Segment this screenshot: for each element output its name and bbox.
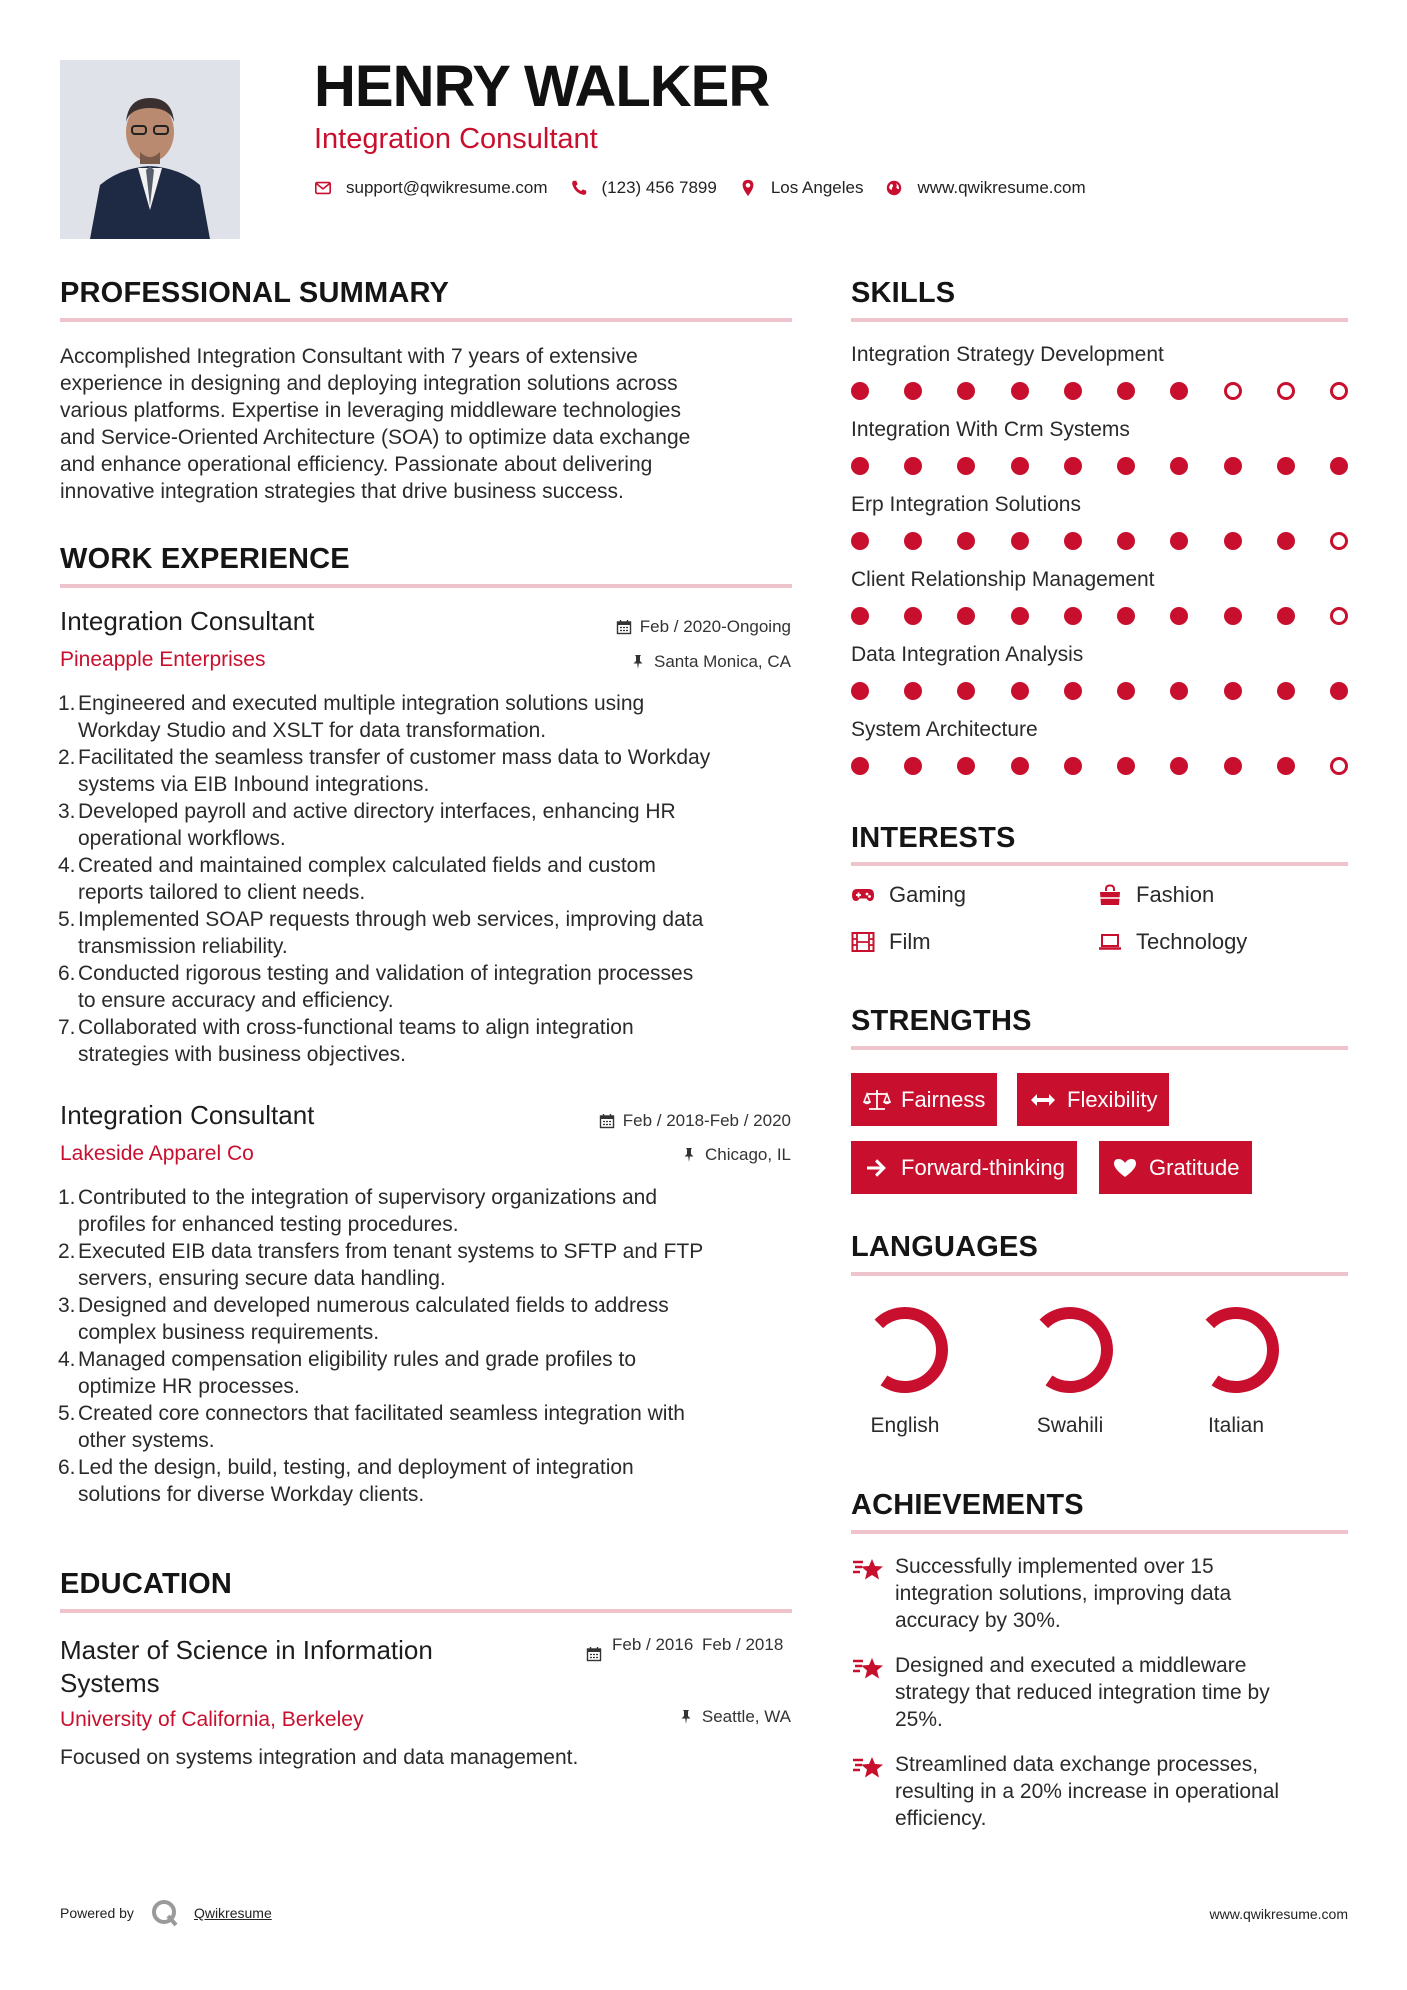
skill-dot-empty bbox=[1330, 382, 1348, 400]
skill-rating bbox=[851, 605, 1348, 627]
film-icon bbox=[851, 931, 875, 953]
job-bullets bbox=[58, 1184, 798, 1508]
bullet-line: servers, ensuring secure data handling. bbox=[78, 1267, 446, 1290]
skill-dot-filled bbox=[1064, 607, 1082, 625]
skill-dot-filled bbox=[957, 457, 975, 475]
bullet-line: to ensure accuracy and efficiency. bbox=[78, 989, 394, 1012]
language-label: Swahili bbox=[1036, 1414, 1104, 1437]
bullet-line: other systems. bbox=[78, 1429, 215, 1452]
job-location-text: Chicago, IL bbox=[705, 1145, 791, 1164]
contact-email[interactable] bbox=[314, 178, 548, 198]
skill-dot-filled bbox=[1330, 682, 1348, 700]
bullet-line: Executed EIB data transfers from tenant systems to SFTP and FTP bbox=[78, 1240, 704, 1263]
summary-text bbox=[60, 343, 795, 505]
achievement-line: Designed and executed a middleware bbox=[895, 1654, 1247, 1677]
language-label: Italian bbox=[1207, 1414, 1265, 1437]
summary-line: experience in designing and deploying integration solutions across bbox=[60, 372, 678, 395]
skill-dot-empty bbox=[1330, 757, 1348, 775]
candidate-name: HENRY WALKER bbox=[314, 54, 770, 119]
candidate-role: Integration Consultant bbox=[314, 123, 598, 155]
skill-dot-filled bbox=[1064, 457, 1082, 475]
list-item bbox=[58, 1400, 798, 1454]
interests-heading: INTERESTS bbox=[851, 822, 1016, 854]
bullet-number: 3. bbox=[58, 800, 76, 823]
phone-icon bbox=[570, 179, 588, 197]
list-item bbox=[58, 906, 798, 960]
bullet-line: reports tailored to client needs. bbox=[78, 881, 366, 904]
bullet-number: 4. bbox=[58, 1348, 76, 1371]
skill-rating bbox=[851, 530, 1348, 552]
list-item bbox=[58, 1184, 798, 1238]
summary-heading: PROFESSIONAL SUMMARY bbox=[60, 277, 450, 309]
achievement-text bbox=[895, 1652, 1270, 1733]
skill-name: Erp Integration Solutions bbox=[851, 493, 1081, 516]
achievement-text bbox=[895, 1553, 1231, 1634]
achievement-line: resulting in a 20% increase in operational bbox=[895, 1780, 1280, 1803]
arrow-right-icon bbox=[863, 1156, 891, 1180]
phone-text: (123) 456 7899 bbox=[601, 178, 717, 197]
interest-item bbox=[851, 882, 966, 908]
achievement-line: 25%. bbox=[895, 1708, 943, 1731]
achievements-heading: ACHIEVEMENTS bbox=[851, 1489, 1084, 1521]
bullet-line: Contributed to the integration of supervisory organizations and bbox=[78, 1186, 658, 1209]
strengths-divider bbox=[851, 1046, 1348, 1050]
arrows-horizontal-icon bbox=[1029, 1088, 1057, 1112]
bullet-line: Implemented SOAP requests through web services, improving data bbox=[78, 908, 704, 931]
bullet-number: 1. bbox=[58, 692, 76, 715]
skill-dot-filled bbox=[1117, 682, 1135, 700]
bullet-line: Workday Studio and XSLT for data transformation. bbox=[78, 719, 547, 742]
bullet-number: 3. bbox=[58, 1294, 76, 1317]
language-progress-ring bbox=[855, 1300, 955, 1400]
bullet-line: Developed payroll and active directory interfaces, enhancing HR bbox=[78, 800, 676, 823]
bullet-number: 5. bbox=[58, 1402, 76, 1425]
education-school: University of California, Berkeley bbox=[60, 1708, 364, 1731]
list-item bbox=[58, 1454, 798, 1508]
list-item bbox=[58, 1346, 798, 1400]
achievements-divider bbox=[851, 1530, 1348, 1534]
achievement-line: accuracy by 30%. bbox=[895, 1609, 1061, 1632]
bullet-number: 4. bbox=[58, 854, 76, 877]
contact-website[interactable] bbox=[885, 178, 1085, 198]
skill-dot-filled bbox=[1011, 757, 1029, 775]
bullet-line: Led the design, build, testing, and deployment of integration bbox=[78, 1456, 634, 1479]
interest-item bbox=[851, 929, 931, 955]
skill-dot-filled bbox=[1170, 382, 1188, 400]
skill-dot-filled bbox=[1117, 382, 1135, 400]
footer-powered-by bbox=[60, 1898, 272, 1928]
laptop-icon bbox=[1098, 931, 1122, 953]
skill-dot-empty bbox=[1330, 607, 1348, 625]
skill-dot-filled bbox=[1117, 757, 1135, 775]
strength-tag bbox=[851, 1073, 997, 1126]
envelope-icon bbox=[314, 179, 332, 197]
education-heading: EDUCATION bbox=[60, 1568, 233, 1600]
interests-divider bbox=[851, 862, 1348, 866]
heart-icon bbox=[1111, 1156, 1139, 1180]
skill-dot-filled bbox=[904, 607, 922, 625]
skill-dot-filled bbox=[904, 757, 922, 775]
location-text: Los Angeles bbox=[770, 178, 864, 197]
skill-rating bbox=[851, 455, 1348, 477]
bullet-line: profiles for enhanced testing procedures. bbox=[78, 1213, 459, 1236]
strengths-heading: STRENGTHS bbox=[851, 1005, 1032, 1037]
skill-dot-filled bbox=[1277, 682, 1295, 700]
shooting-star-icon bbox=[851, 1553, 895, 1634]
achievement-item bbox=[851, 1652, 1348, 1733]
language-item bbox=[1010, 1300, 1130, 1438]
skill-dot-filled bbox=[957, 682, 975, 700]
skill-dot-filled bbox=[1064, 757, 1082, 775]
map-marker-icon bbox=[739, 179, 757, 197]
strength-label: Forward-thinking bbox=[901, 1154, 1065, 1180]
list-item bbox=[58, 960, 798, 1014]
skill-dot-empty bbox=[1277, 382, 1295, 400]
pushpin-icon bbox=[681, 1147, 697, 1163]
skill-dot-filled bbox=[957, 382, 975, 400]
email-text: support@qwikresume.com bbox=[346, 178, 548, 197]
achievement-line: efficiency. bbox=[895, 1807, 987, 1830]
job-dates-text: Feb / 2020-Ongoing bbox=[639, 617, 791, 636]
skill-dot-filled bbox=[904, 532, 922, 550]
footer-website-link[interactable]: www.qwikresume.com bbox=[1209, 1906, 1348, 1922]
interest-label: Gaming bbox=[889, 882, 967, 907]
skill-dot-filled bbox=[1224, 457, 1242, 475]
skill-dot-filled bbox=[1170, 757, 1188, 775]
language-label: English bbox=[870, 1414, 940, 1437]
skill-dot-filled bbox=[1064, 682, 1082, 700]
interest-label: Fashion bbox=[1136, 882, 1215, 907]
summary-divider bbox=[60, 318, 792, 322]
list-item bbox=[58, 1238, 798, 1292]
qwikresume-brand-link[interactable]: Qwikresume bbox=[193, 1905, 272, 1921]
skill-name: Integration Strategy Development bbox=[851, 343, 1164, 366]
education-date-end: Feb / 2018 bbox=[702, 1635, 784, 1654]
skill-name: Integration With Crm Systems bbox=[851, 418, 1130, 441]
strength-label: Gratitude bbox=[1149, 1154, 1240, 1180]
qwikresume-logo-icon bbox=[150, 1898, 180, 1928]
bullet-number: 5. bbox=[58, 908, 76, 931]
bullet-line: Conducted rigorous testing and validation of integration processes bbox=[78, 962, 694, 985]
gamepad-icon bbox=[851, 884, 875, 906]
skill-dot-empty bbox=[1330, 532, 1348, 550]
bullet-line: complex business requirements. bbox=[78, 1321, 380, 1344]
list-item bbox=[58, 798, 798, 852]
skill-dot-filled bbox=[1011, 457, 1029, 475]
job-title: Integration Consultant bbox=[60, 606, 315, 636]
bullet-line: transmission reliability. bbox=[78, 935, 288, 958]
calendar-icon bbox=[616, 619, 632, 635]
skill-dot-filled bbox=[1170, 607, 1188, 625]
pushpin-icon bbox=[678, 1709, 694, 1725]
bullet-number: 7. bbox=[58, 1016, 76, 1039]
bullet-line: strategies with business objectives. bbox=[78, 1043, 406, 1066]
skill-dot-filled bbox=[1064, 532, 1082, 550]
bullet-line: Facilitated the seamless transfer of customer mass data to Workday bbox=[78, 746, 711, 769]
skills-heading: SKILLS bbox=[851, 277, 956, 309]
skill-rating bbox=[851, 380, 1348, 402]
contact-bar bbox=[314, 178, 1108, 198]
job-dates-text: Feb / 2018-Feb / 2020 bbox=[622, 1111, 791, 1130]
skill-dot-filled bbox=[1224, 532, 1242, 550]
skill-dot-filled bbox=[851, 607, 869, 625]
list-item bbox=[58, 1014, 798, 1068]
skill-dot-filled bbox=[957, 757, 975, 775]
bullet-line: systems via EIB Inbound integrations. bbox=[78, 773, 430, 796]
company-name: Lakeside Apparel Co bbox=[60, 1142, 254, 1165]
list-item bbox=[58, 852, 798, 906]
skill-name: System Architecture bbox=[851, 718, 1038, 741]
experience-heading: WORK EXPERIENCE bbox=[60, 543, 350, 575]
education-description: Focused on systems integration and data management. bbox=[60, 1746, 579, 1769]
skill-dot-filled bbox=[851, 682, 869, 700]
summary-line: and enhance operational efficiency. Passionate about delivering bbox=[60, 453, 653, 476]
skill-dot-filled bbox=[1277, 757, 1295, 775]
education-dates bbox=[586, 1634, 792, 1662]
strength-label: Fairness bbox=[901, 1086, 986, 1112]
skill-dot-filled bbox=[1011, 607, 1029, 625]
interest-item bbox=[1098, 929, 1247, 955]
interest-item bbox=[1098, 882, 1214, 908]
skill-dot-filled bbox=[904, 682, 922, 700]
language-item bbox=[845, 1300, 965, 1438]
bullet-line: operational workflows. bbox=[78, 827, 286, 850]
strength-tag bbox=[1017, 1073, 1169, 1126]
education-divider bbox=[60, 1609, 792, 1613]
skill-dot-filled bbox=[851, 382, 869, 400]
skill-dot-filled bbox=[1170, 532, 1188, 550]
calendar-icon bbox=[586, 1646, 602, 1662]
achievement-line: strategy that reduced integration time by bbox=[895, 1681, 1270, 1704]
globe-icon bbox=[885, 179, 903, 197]
shooting-star-icon bbox=[851, 1652, 895, 1733]
bullet-number: 6. bbox=[58, 1456, 76, 1479]
languages-heading: LANGUAGES bbox=[851, 1231, 1039, 1263]
shooting-star-icon bbox=[851, 1751, 895, 1832]
experience-divider bbox=[60, 584, 792, 588]
skills-divider bbox=[851, 318, 1348, 322]
languages-divider bbox=[851, 1272, 1348, 1276]
bullet-line: Created core connectors that facilitated seamless integration with bbox=[78, 1402, 685, 1425]
education-degree: Master of Science in Information Systems bbox=[60, 1635, 433, 1698]
pushpin-icon bbox=[630, 654, 646, 670]
bullet-number: 1. bbox=[58, 1186, 76, 1209]
job-location bbox=[630, 652, 791, 672]
skill-dot-filled bbox=[1170, 682, 1188, 700]
list-item bbox=[58, 1292, 798, 1346]
skill-dot-filled bbox=[1224, 682, 1242, 700]
achievement-line: integration solutions, improving data bbox=[895, 1582, 1232, 1605]
skill-dot-filled bbox=[1277, 457, 1295, 475]
job-bullets bbox=[58, 690, 798, 1068]
skill-dot-filled bbox=[1224, 757, 1242, 775]
language-item bbox=[1176, 1300, 1296, 1438]
bullet-line: Engineered and executed multiple integration solutions using bbox=[78, 692, 645, 715]
skill-dot-filled bbox=[904, 457, 922, 475]
skill-dot-filled bbox=[1064, 382, 1082, 400]
bullet-number: 2. bbox=[58, 1240, 76, 1263]
shopping-bag-icon bbox=[1098, 884, 1122, 906]
skill-dot-filled bbox=[851, 532, 869, 550]
skill-dot-filled bbox=[1117, 532, 1135, 550]
skill-dot-filled bbox=[1117, 607, 1135, 625]
balance-scale-icon bbox=[863, 1088, 891, 1112]
skill-dot-filled bbox=[1117, 457, 1135, 475]
job-location bbox=[681, 1145, 791, 1165]
skill-dot-filled bbox=[1011, 682, 1029, 700]
bullet-line: Created and maintained complex calculated fields and custom bbox=[78, 854, 656, 877]
strength-label: Flexibility bbox=[1067, 1086, 1158, 1112]
achievement-item bbox=[851, 1553, 1348, 1634]
achievement-line: Successfully implemented over 15 bbox=[895, 1555, 1214, 1578]
list-item bbox=[58, 690, 798, 744]
powered-by-text: Powered by bbox=[60, 1905, 134, 1921]
website-text: www.qwikresume.com bbox=[917, 178, 1086, 197]
skill-dot-filled bbox=[1011, 532, 1029, 550]
education-location-text: Seattle, WA bbox=[701, 1707, 791, 1726]
summary-line: Accomplished Integration Consultant with 7 years of extensive bbox=[60, 345, 638, 368]
contact-location bbox=[739, 178, 864, 198]
interest-label: Film bbox=[889, 929, 931, 954]
list-item bbox=[58, 744, 798, 798]
job-location-text: Santa Monica, CA bbox=[653, 652, 791, 671]
language-progress-ring bbox=[1020, 1300, 1120, 1400]
bullet-number: 6. bbox=[58, 962, 76, 985]
skill-dot-filled bbox=[1330, 457, 1348, 475]
skill-dot-filled bbox=[1277, 607, 1295, 625]
bullet-line: Collaborated with cross-functional teams to align integration bbox=[78, 1016, 634, 1039]
bullet-line: solutions for diverse Workday clients. bbox=[78, 1483, 425, 1506]
skill-dot-empty bbox=[1224, 382, 1242, 400]
profile-photo bbox=[60, 60, 240, 239]
education-date-start: Feb / 2016 bbox=[612, 1635, 694, 1654]
education-location bbox=[678, 1707, 791, 1727]
skill-dot-filled bbox=[1170, 457, 1188, 475]
bullet-line: Managed compensation eligibility rules and grade profiles to bbox=[78, 1348, 636, 1371]
job-title: Integration Consultant bbox=[60, 1100, 315, 1130]
skill-dot-filled bbox=[1277, 532, 1295, 550]
summary-line: and Service-Oriented Architecture (SOA) to optimize data exchange bbox=[60, 426, 691, 449]
achievement-text bbox=[895, 1751, 1279, 1832]
summary-line: innovative integration strategies that drive business success. bbox=[60, 480, 624, 503]
summary-line: various platforms. Expertise in leveraging middleware technologies bbox=[60, 399, 681, 422]
bullet-number: 2. bbox=[58, 746, 76, 769]
job-dates bbox=[616, 617, 791, 637]
job-dates bbox=[599, 1111, 791, 1131]
skill-name: Data Integration Analysis bbox=[851, 643, 1084, 666]
strength-tag bbox=[851, 1141, 1077, 1194]
calendar-icon bbox=[599, 1113, 615, 1129]
bullet-line: optimize HR processes. bbox=[78, 1375, 300, 1398]
skill-dot-filled bbox=[957, 532, 975, 550]
skill-rating bbox=[851, 680, 1348, 702]
skill-rating bbox=[851, 755, 1348, 777]
company-name: Pineapple Enterprises bbox=[60, 648, 266, 671]
skill-dot-filled bbox=[1011, 382, 1029, 400]
language-progress-ring bbox=[1186, 1300, 1286, 1400]
skill-dot-filled bbox=[851, 757, 869, 775]
achievement-item bbox=[851, 1751, 1348, 1832]
achievement-line: Streamlined data exchange processes, bbox=[895, 1753, 1259, 1776]
person-portrait-icon bbox=[60, 60, 240, 239]
contact-phone[interactable] bbox=[570, 178, 717, 198]
skill-dot-filled bbox=[851, 457, 869, 475]
skill-name: Client Relationship Management bbox=[851, 568, 1155, 591]
bullet-line: Designed and developed numerous calculated fields to address bbox=[78, 1294, 669, 1317]
interest-label: Technology bbox=[1136, 929, 1248, 954]
skill-dot-filled bbox=[1224, 607, 1242, 625]
skill-dot-filled bbox=[904, 382, 922, 400]
skill-dot-filled bbox=[957, 607, 975, 625]
strength-tag bbox=[1099, 1141, 1252, 1194]
